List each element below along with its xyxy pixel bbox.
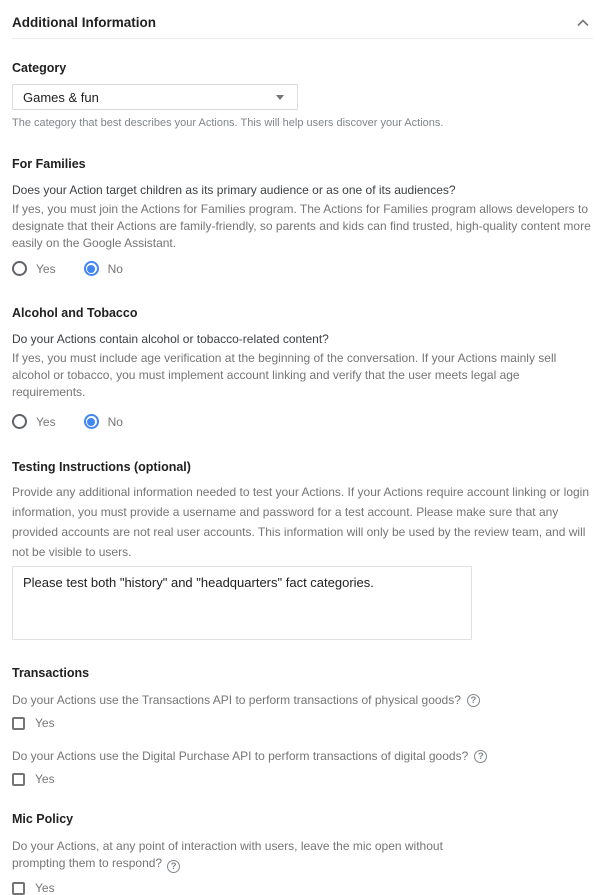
transactions-digital-checkbox-row bbox=[12, 772, 593, 786]
mic-policy-title: Mic Policy bbox=[12, 812, 74, 826]
transactions-digital-checkbox[interactable] bbox=[12, 773, 25, 786]
radio-checked-icon bbox=[84, 261, 99, 276]
transactions-title: Transactions bbox=[12, 666, 90, 680]
checkbox-label-yes: Yes bbox=[35, 881, 55, 895]
section-header bbox=[12, 0, 593, 39]
mic-policy-question bbox=[12, 838, 482, 873]
transactions-physical-question-row bbox=[12, 693, 593, 707]
for-families-description: If yes, you must join the Actions for Families program. The Actions for Families program allows developers to designate that their Actions are family-friendly, so parents and kids can find trusted, high-quality content more easily on the Google Assistant. bbox=[12, 202, 591, 250]
alcohol-tobacco-radio-no[interactable] bbox=[84, 414, 123, 429]
alcohol-tobacco-description: If yes, you must include age verification at the beginning of the conversation. If your Actions mainly sell alcohol or tobacco, you must implement account linking and verify that the user meets legal age requirements. bbox=[12, 351, 557, 399]
alcohol-tobacco-title: Alcohol and Tobacco bbox=[12, 306, 138, 320]
dropdown-arrow-icon bbox=[276, 95, 284, 100]
mic-policy-checkbox[interactable] bbox=[12, 882, 25, 895]
for-families-radio-no[interactable] bbox=[84, 261, 123, 276]
mic-policy-question-text: Do your Actions, at any point of interaction with users, leave the mic open without prompting them to respond? bbox=[12, 839, 443, 870]
category-select-value: Games & fun bbox=[23, 89, 99, 105]
collapse-chevron-up-icon[interactable] bbox=[575, 17, 591, 29]
radio-checked-icon bbox=[84, 414, 99, 429]
radio-label-no: No bbox=[107, 261, 123, 276]
alcohol-tobacco-radio-yes[interactable] bbox=[12, 414, 56, 429]
radio-unchecked-icon bbox=[12, 414, 27, 429]
testing-instructions-title: Testing Instructions (optional) bbox=[12, 460, 191, 474]
radio-label-no: No bbox=[107, 414, 123, 429]
page-title: Additional Information bbox=[12, 15, 156, 30]
alcohol-tobacco-question: Do your Actions contain alcohol or tobacco-related content? bbox=[12, 332, 329, 346]
checkbox-label-yes: Yes bbox=[35, 716, 55, 730]
checkbox-label-yes: Yes bbox=[35, 772, 55, 786]
transactions-digital-question-row bbox=[12, 749, 593, 763]
radio-label-yes: Yes bbox=[36, 414, 56, 429]
help-icon[interactable]: ? bbox=[474, 750, 487, 763]
category-helper-text: The category that best describes your Actions. This will help users discover your Actions. bbox=[12, 117, 444, 129]
transactions-physical-checkbox[interactable] bbox=[12, 717, 25, 730]
testing-instructions-description: Provide any additional information needed to test your Actions. If your Actions require account linking or login information, you must provide a username and password for a test account. Please make sure that any provided accounts are not real user accounts. This information will only be used by the review team, and will not be visible to users. bbox=[12, 485, 590, 559]
category-select[interactable] bbox=[12, 84, 298, 110]
alcohol-tobacco-radio-group bbox=[12, 414, 593, 429]
transactions-physical-checkbox-row bbox=[12, 716, 593, 730]
help-icon[interactable]: ? bbox=[467, 694, 480, 707]
transactions-digital-question: Do your Actions use the Digital Purchase API to perform transactions of digital goods? bbox=[12, 749, 469, 763]
for-families-question: Does your Action target children as its primary audience or as one of its audiences? bbox=[12, 183, 456, 197]
category-label: Category bbox=[12, 61, 67, 75]
testing-instructions-input[interactable] bbox=[12, 566, 472, 640]
radio-label-yes: Yes bbox=[36, 261, 56, 276]
radio-unchecked-icon bbox=[12, 261, 27, 276]
for-families-title: For Families bbox=[12, 157, 86, 171]
mic-policy-checkbox-row bbox=[12, 881, 593, 895]
help-icon[interactable]: ? bbox=[167, 860, 180, 873]
transactions-physical-question: Do your Actions use the Transactions API to perform transactions of physical goods? bbox=[12, 693, 461, 707]
for-families-radio-group bbox=[12, 261, 593, 276]
for-families-radio-yes[interactable] bbox=[12, 261, 56, 276]
